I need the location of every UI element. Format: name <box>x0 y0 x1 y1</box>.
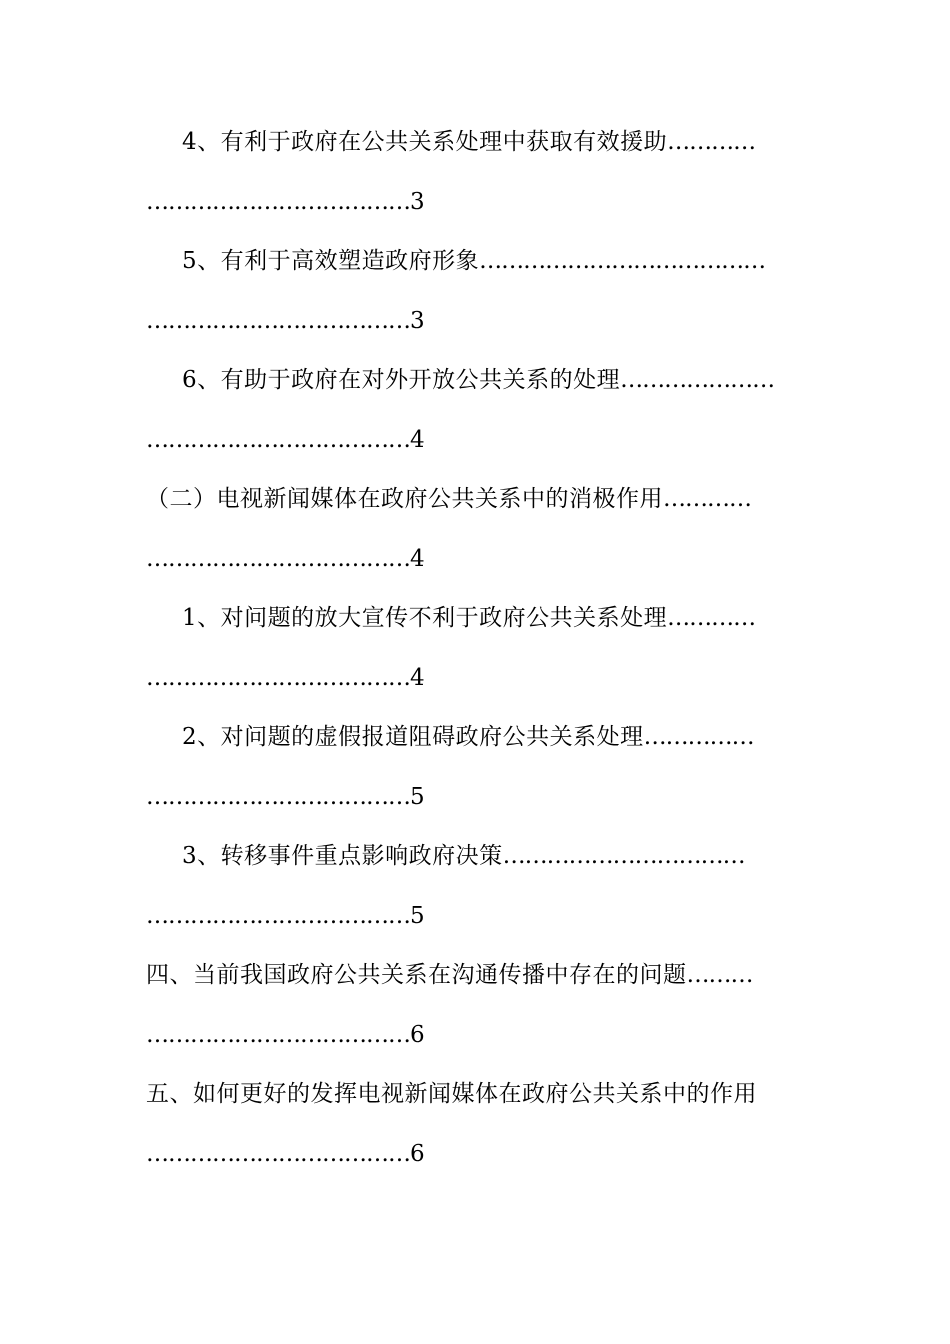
toc-entry-continuation <box>146 892 806 952</box>
toc-leader-dots: ……………………………… <box>146 783 410 810</box>
toc-entry-continuation <box>146 178 806 238</box>
toc-entry <box>146 475 806 535</box>
toc-page-number: 5 <box>410 902 425 929</box>
toc-entry-title: 5、有利于高效塑造政府形象 <box>182 248 480 274</box>
toc-entry-title: 3、转移事件重点影响政府决策 <box>182 843 503 869</box>
toc-leader-dots: ……………………………… <box>146 426 410 453</box>
toc-entry <box>146 237 806 297</box>
toc-entry-title: 6、有助于政府在对外开放公共关系的处理 <box>182 367 621 393</box>
toc-entry <box>146 356 806 416</box>
toc-leader-dots: …………… <box>643 724 754 750</box>
toc-page-number: 3 <box>410 188 425 215</box>
toc-page-number: 4 <box>410 426 425 453</box>
toc-page-number: 6 <box>410 1140 425 1167</box>
toc-leader-dots: ……………………………… <box>146 664 410 691</box>
toc-leader-dots: ……… <box>686 962 753 988</box>
toc-entry-continuation <box>146 416 806 476</box>
toc-entry-title: 四、当前我国政府公共关系在沟通传播中存在的问题 <box>146 962 687 988</box>
toc-entry-title: 1、对问题的放大宣传不利于政府公共关系处理 <box>182 605 668 631</box>
toc-leader-dots: ……………………………… <box>146 307 410 334</box>
toc-entry-continuation <box>146 654 806 714</box>
toc-leader-dots: ……………………………… <box>146 1140 410 1167</box>
toc-entry-title: 4、有利于政府在公共关系处理中获取有效援助 <box>182 129 668 155</box>
toc-entry <box>146 951 806 1011</box>
toc-entry <box>146 118 806 178</box>
toc-entry-title: 2、对问题的虚假报道阻碍政府公共关系处理 <box>182 724 644 750</box>
toc-entry-continuation <box>146 773 806 833</box>
toc-entry <box>146 1070 806 1130</box>
toc-entry-continuation <box>146 297 806 357</box>
toc-leader-dots: ……………………………… <box>146 1021 410 1048</box>
toc-entry-title: 五、如何更好的发挥电视新闻媒体在政府公共关系中的作用 <box>146 1081 757 1107</box>
toc-leader-dots: ………… <box>667 129 756 155</box>
toc-leader-dots: ………………… <box>620 367 775 393</box>
toc-leader-dots: ………… <box>667 605 756 631</box>
toc-entry <box>146 832 806 892</box>
toc-page-number: 4 <box>410 664 425 691</box>
toc-page-number: 5 <box>410 783 425 810</box>
toc-leader-dots: ……………………………… <box>146 902 410 929</box>
toc-leader-dots: ………………………………… <box>479 248 766 274</box>
toc-entry-title: （二）电视新闻媒体在政府公共关系中的消极作用 <box>146 486 663 512</box>
toc-page-number: 6 <box>410 1021 425 1048</box>
toc-entry-continuation <box>146 1130 806 1190</box>
toc-entry-continuation <box>146 1011 806 1071</box>
toc-page-number: 3 <box>410 307 425 334</box>
toc-page-number: 4 <box>410 545 425 572</box>
toc-entry <box>146 713 806 773</box>
toc-entry-continuation <box>146 535 806 595</box>
toc-leader-dots: ……………………………… <box>146 545 410 572</box>
toc-leader-dots: ………… <box>663 486 751 512</box>
table-of-contents <box>146 118 806 1189</box>
toc-entry <box>146 594 806 654</box>
toc-leader-dots: ……………………………… <box>146 188 410 215</box>
toc-leader-dots: …………………………… <box>502 843 745 869</box>
